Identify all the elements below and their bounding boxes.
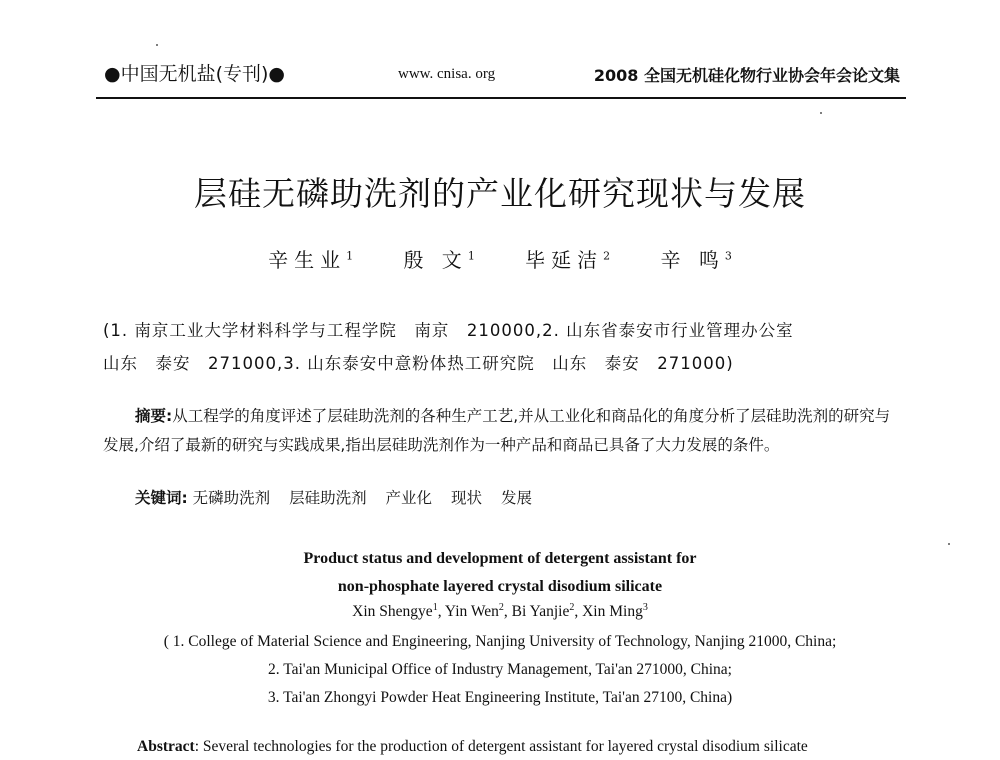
affiliation-line: ( 1. College of Material Science and Engineering, Nanjing University of Technology, Nanjing 21000, China;	[163, 633, 837, 650]
english-authors: Xin Shengye$^1$, Yin Wen$^2$, Bi Yanjie$^2$, Xin Ming$^3$	[352, 602, 648, 621]
author-en: Xin Shengye$^1$	[352, 602, 438, 621]
affiliation-line: (1. 南京工业大学材料科学与工程学院 南京 210000,2. 山东省泰安市行业管理办公室	[103, 321, 794, 340]
author-cn: 辛 鸣$^3$	[660, 248, 732, 272]
english-abstract	[137, 738, 907, 756]
english-title-line: Product status and development of detergent assistant for	[303, 550, 697, 567]
authors-cn	[0, 244, 1000, 273]
author-cn: 殷 文$^1$	[403, 248, 475, 272]
affiliations-cn	[103, 314, 903, 380]
keywords-label: 关键词:	[135, 489, 188, 507]
english-title-line: non-phosphate layered crystal disodium silicate	[337, 578, 663, 595]
journal-url: www. cnisa. org	[398, 66, 496, 82]
abstract-text: 从工程学的角度评述了层硅助洗剂的各种生产工艺,并从工业化和商品化的角度分析了层硅助洗剂的研究与发展,介绍了最新的研究与实践成果,指出层硅助洗剂作为一种产品和商品已具备了大力发展的条件。	[103, 407, 891, 454]
keyword: 产业化	[385, 489, 433, 507]
author-cn: 辛生业$^1$	[268, 248, 354, 272]
keyword: 现状	[451, 489, 483, 507]
keyword: 无磷助洗剂	[192, 489, 271, 507]
affiliation-line: 山东 泰安 271000,3. 山东泰安中意粉体热工研究院 山东 泰安 271000)	[103, 354, 734, 373]
affiliation-line: 3. Tai'an Zhongyi Powder Heat Engineering Institute, Tai'an 27100, China)	[267, 689, 733, 706]
keywords-cn	[135, 486, 546, 508]
english-title	[0, 545, 1000, 601]
abstract-label: 摘要:	[135, 407, 173, 425]
abstract-text: : Several technologies for the production of detergent assistant for layered crystal disodium silicate	[194, 738, 808, 755]
affiliation-line: 2. Tai'an Municipal Office of Industry Management, Tai'an 271000, China;	[267, 661, 732, 678]
english-affiliations	[0, 628, 1000, 712]
keyword: 发展	[500, 489, 532, 507]
paper-title: 层硅无磷助洗剂的产业化研究现状与发展	[194, 174, 806, 213]
running-header	[96, 57, 906, 99]
speck-mark	[156, 44, 158, 46]
author-en: Yin Wen$^2$	[444, 602, 504, 621]
proceedings-title: 2008 全国无机硅化物行业协会年会论文集	[593, 66, 900, 85]
abstract-cn	[103, 402, 905, 459]
author-en: Bi Yanjie$^2$	[511, 602, 575, 621]
author-cn: 毕延洁$^2$	[525, 248, 611, 272]
keyword: 层硅助洗剂	[289, 489, 367, 507]
journal-name: ●中国无机盐(专刊)●	[104, 63, 285, 85]
speck-mark	[820, 112, 822, 114]
author-en: Xin Ming$^3$	[582, 602, 648, 621]
abstract-label: Abstract	[137, 738, 195, 755]
